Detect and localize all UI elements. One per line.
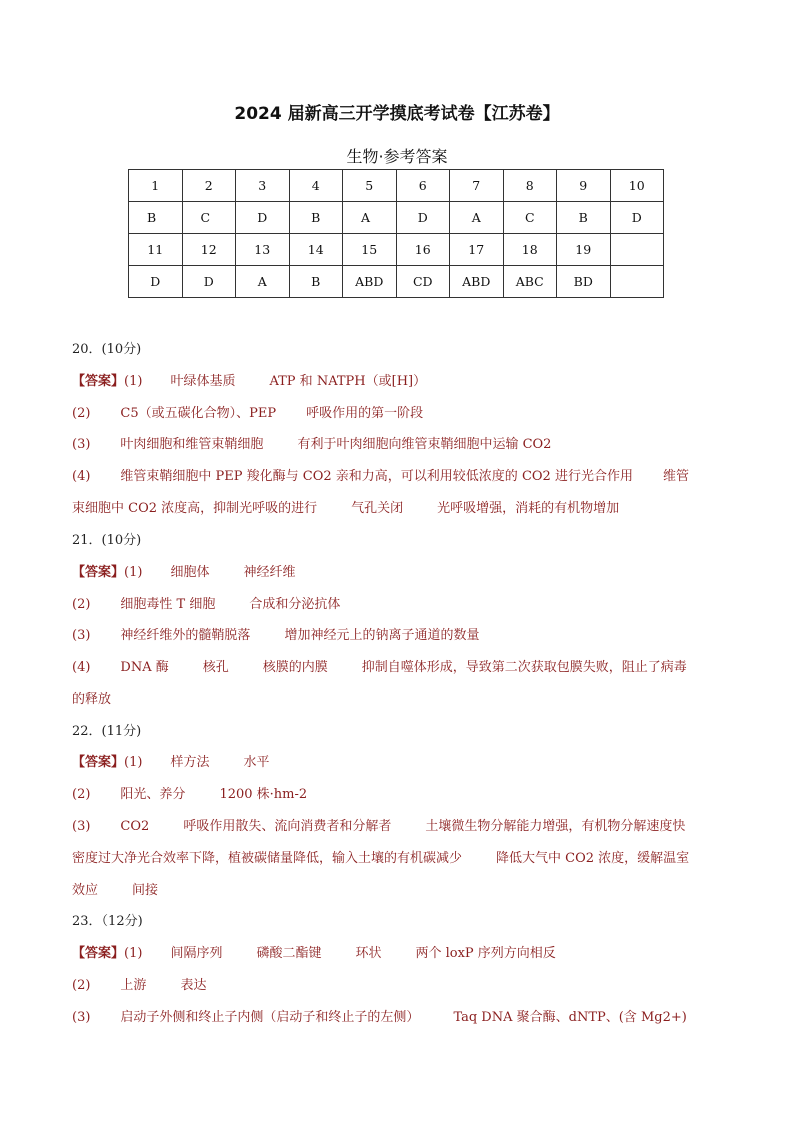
table-cell: 19 <box>557 234 611 266</box>
answer-text: 细胞体 <box>170 565 210 580</box>
table-cell: 5 <box>343 170 397 202</box>
table-cell: C <box>503 202 557 234</box>
table-cell: 1 <box>129 170 183 202</box>
table-cell: B <box>289 266 343 298</box>
answer-text: 维管束鞘细胞中 PEP 羧化酶与 CO2 亲和力高，可以利用较低浓度的 CO2 进行光合作用 <box>120 469 633 484</box>
table-cell: D <box>182 266 236 298</box>
q22-line-3 <box>72 815 685 834</box>
table-cell: 15 <box>343 234 397 266</box>
table-cell: 12 <box>182 234 236 266</box>
q22-line-5 <box>72 879 158 898</box>
table-cell: D <box>610 202 664 234</box>
table-cell: 13 <box>236 234 290 266</box>
sub-number: (1) <box>124 565 143 580</box>
table-cell: B <box>557 202 611 234</box>
q20-line-5 <box>72 497 619 516</box>
answer-text: 样方法 <box>170 755 210 770</box>
answer-text: 抑制自噬体形成，导致第二次获取包膜失败，阻止了病毒 <box>361 660 687 675</box>
table-cell: ABC <box>503 266 557 298</box>
answer-table <box>128 169 664 298</box>
table-cell: 2 <box>182 170 236 202</box>
sub-number: (2) <box>72 406 91 421</box>
answer-text: 核膜的内膜 <box>262 660 328 675</box>
q21-line-4 <box>72 656 687 675</box>
table-cell: 3 <box>236 170 290 202</box>
table-cell: B <box>129 202 183 234</box>
answer-text: 束细胞中 CO2 浓度高，抑制光呼吸的进行 <box>72 501 318 516</box>
table-cell: B <box>289 202 343 234</box>
q20-line-1 <box>72 370 426 389</box>
sub-number: (1) <box>124 374 143 389</box>
answer-text: 的释放 <box>72 692 112 707</box>
answer-text: 间接 <box>132 883 159 898</box>
answer-text: 土壤微生物分解能力增强，有机物分解速度快 <box>425 819 686 834</box>
table-cell: 18 <box>503 234 557 266</box>
answer-text: 磷酸二酯键 <box>256 946 322 961</box>
answer-text: 间隔序列 <box>170 946 223 961</box>
table-cell: ABD <box>343 266 397 298</box>
q23-line-2 <box>72 974 206 993</box>
answer-text: 光呼吸增强，消耗的有机物增加 <box>437 501 620 516</box>
table-cell: CD <box>396 266 450 298</box>
answer-text: 气孔关闭 <box>351 501 404 516</box>
answer-text: 上游 <box>120 978 147 993</box>
question-22-header: 22．(11分) <box>72 724 142 739</box>
answer-label: 【答案】 <box>72 374 125 389</box>
table-cell: A <box>343 202 397 234</box>
table-cell: 7 <box>450 170 504 202</box>
table-cell <box>610 234 664 266</box>
sub-number: (2) <box>72 787 91 802</box>
answer-text: 水平 <box>243 755 270 770</box>
answer-text: 神经纤维外的髓鞘脱落 <box>120 628 251 643</box>
answer-text: 阳光、养分 <box>120 787 186 802</box>
answer-text: 有利于叶肉细胞向维管束鞘细胞中运输 CO2 <box>297 437 552 452</box>
table-cell: 11 <box>129 234 183 266</box>
q21-line-3 <box>72 624 479 643</box>
answer-text: 效应 <box>72 883 99 898</box>
table-cell: 9 <box>557 170 611 202</box>
sub-number: (3) <box>72 437 91 452</box>
q23-line-1 <box>72 942 556 961</box>
table-row <box>129 170 664 202</box>
answer-text: 密度过大净光合效率下降，植被碳储量降低，输入土壤的有机碳减少 <box>72 851 463 866</box>
q21-line-5 <box>72 688 111 707</box>
sub-number: (2) <box>72 978 91 993</box>
q20-line-3 <box>72 433 551 452</box>
answer-label: 【答案】 <box>72 755 125 770</box>
answer-text: Taq DNA 聚合酶、dNTP、(含 Mg2+) <box>453 1010 687 1025</box>
table-row <box>129 202 664 234</box>
q20-line-2 <box>72 402 423 421</box>
q21-line-1 <box>72 561 295 580</box>
table-cell: 16 <box>396 234 450 266</box>
table-row <box>129 266 664 298</box>
answer-text: 表达 <box>180 978 207 993</box>
answer-text: 呼吸作用的第一阶段 <box>306 406 424 421</box>
answer-text: 增加神经元上的钠离子通道的数量 <box>284 628 480 643</box>
answer-text: C5（或五碳化合物）、PEP <box>120 406 277 421</box>
answer-text: DNA 酶 <box>120 660 169 675</box>
table-cell: 14 <box>289 234 343 266</box>
question-20-header: 20．(10分) <box>72 342 142 357</box>
q21-line-2 <box>72 593 340 612</box>
sub-number: (3) <box>72 819 91 834</box>
sub-number: (3) <box>72 1010 91 1025</box>
table-cell: D <box>236 202 290 234</box>
answer-text: 呼吸作用散失、流向消费者和分解者 <box>183 819 392 834</box>
answer-text: 细胞毒性 T 细胞 <box>120 597 216 612</box>
sub-number: (1) <box>124 755 143 770</box>
sub-number: (4) <box>72 660 91 675</box>
question-23-header: 23．（12分) <box>72 914 143 929</box>
answer-text: 降低大气中 CO2 浓度，缓解温室 <box>496 851 690 866</box>
table-cell: 4 <box>289 170 343 202</box>
q23-line-3 <box>72 1006 687 1025</box>
answer-text: 合成和分泌抗体 <box>249 597 341 612</box>
answer-text: 环状 <box>355 946 382 961</box>
answer-text: 核孔 <box>202 660 229 675</box>
q22-line-1 <box>72 751 269 770</box>
table-cell: D <box>396 202 450 234</box>
table-cell: D <box>129 266 183 298</box>
answer-text: ATP 和 NATPH（或[H]） <box>269 374 427 389</box>
answer-text: 两个 loxP 序列方向相反 <box>415 946 556 961</box>
table-row <box>129 234 664 266</box>
answer-text: 叶绿体基质 <box>170 374 236 389</box>
sub-number: (1) <box>124 946 143 961</box>
q22-line-4 <box>72 847 689 866</box>
sub-number: (3) <box>72 628 91 643</box>
table-cell: 8 <box>503 170 557 202</box>
q22-line-2 <box>72 783 307 802</box>
answer-text: 维管 <box>662 469 689 484</box>
table-cell: BD <box>557 266 611 298</box>
q20-line-4 <box>72 465 689 484</box>
table-cell: A <box>450 202 504 234</box>
table-cell: C <box>182 202 236 234</box>
table-cell: 6 <box>396 170 450 202</box>
document-title: 2024 届新高三开学摸底考试卷【江苏卷】 <box>234 104 560 124</box>
table-cell <box>610 266 664 298</box>
question-21-header: 21．(10分) <box>72 533 142 548</box>
sub-number: (4) <box>72 469 91 484</box>
sub-number: (2) <box>72 597 91 612</box>
answer-text: 神经纤维 <box>243 565 296 580</box>
answer-text: 叶肉细胞和维管束鞘细胞 <box>120 437 264 452</box>
answer-label: 【答案】 <box>72 946 125 961</box>
answer-text: 1200 株·hm-2 <box>219 787 308 802</box>
answer-label: 【答案】 <box>72 565 125 580</box>
answer-text: CO2 <box>120 819 150 834</box>
table-cell: 10 <box>610 170 664 202</box>
answer-text: 启动子外侧和终止子内侧（启动子和终止子的左侧） <box>120 1010 420 1025</box>
table-cell: ABD <box>450 266 504 298</box>
table-cell: A <box>236 266 290 298</box>
document-subtitle: 生物·参考答案 <box>346 147 448 166</box>
table-cell: 17 <box>450 234 504 266</box>
